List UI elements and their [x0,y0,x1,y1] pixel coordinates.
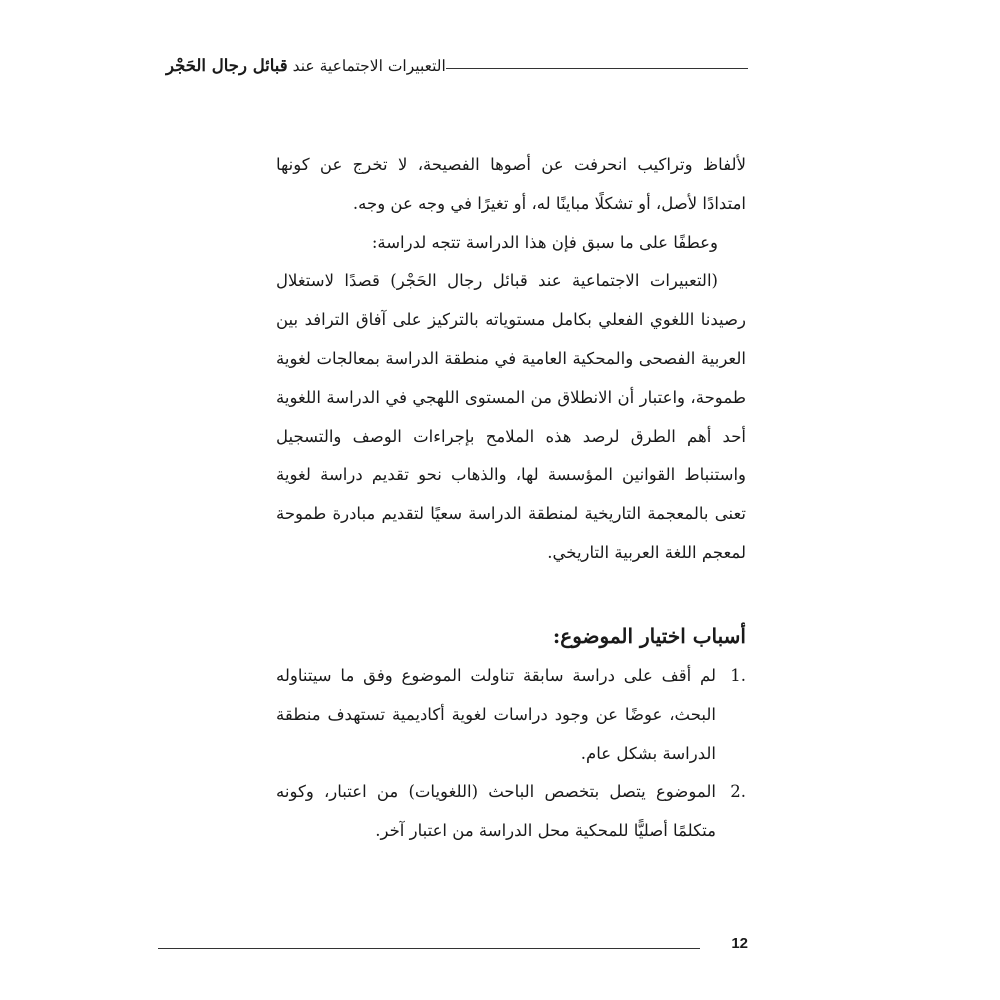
page-footer [158,930,748,960]
list-item [276,773,746,851]
list-item-number: 2. [730,782,746,802]
header-rule [446,68,748,69]
list-item-number: 1. [730,666,746,685]
header-title-bold: قبائل رجال الحَجْر [166,55,288,75]
paragraph: وعطفًا على ما سبق فإن هذا الدراسة تتجه لدراسة: [371,232,718,252]
page-number: 12 [731,935,748,952]
body-text [276,146,746,573]
paragraph: (التعبيرات الاجتماعية عند قبائل رجال الحَجْر) قصدًا لاستغلال رصيدنا اللغوي الفعلي بكامل مستوياته بالتركيز على آفاق الترافد بين العربية الفصحى والمحكية العامية في منطقة الدراسة بمعالجات لغوية طموحة، واعتبار أن الانطلاق من المستوى اللهجي في الدراسة اللغوية أحد أهم الطرق لرصد هذه الملامح بإجراءات الوصف والتسجيل واستنباط القوانين المؤسسة لها، والذهاب نحو تقديم دراسة لغوية تعنى بالمعجمة التاريخية لمنطقة الدراسة سعيًا لتقديم مبادرة طموحة لمعجم اللغة العربية التاريخي. [276,271,746,562]
reasons-list [276,657,746,851]
section-heading: أسباب اختيار الموضوع: [552,624,746,648]
footer-rule [158,948,700,949]
list-item-text: الموضوع يتصل بتخصص الباحث (اللغويات) من اعتبار، وكونه متكلمًا أصليًّا للمحكية محل الدراسة من اعتبار آخر. [276,782,716,841]
running-header-title [158,56,446,75]
list-item-text: لم أقف على دراسة سابقة تناولت الموضوع وفق ما سيتناوله البحث، عوضًا عن وجود دراسات لغوية أكاديمية تستهدف منطقة الدراسة بشكل عام. [276,666,716,763]
running-header [158,50,748,80]
list-item [276,657,746,773]
header-title-prefix: التعبيرات الاجتماعية عند [287,56,446,75]
paragraph: لألفاظ وتراكيب انحرفت عن أصوها الفصيحة، لا تخرج عن كونها امتدادًا لأصل، أو تشكلًا مباينًا له، أو تغيرًا في وجه عن وجه. [276,155,746,213]
